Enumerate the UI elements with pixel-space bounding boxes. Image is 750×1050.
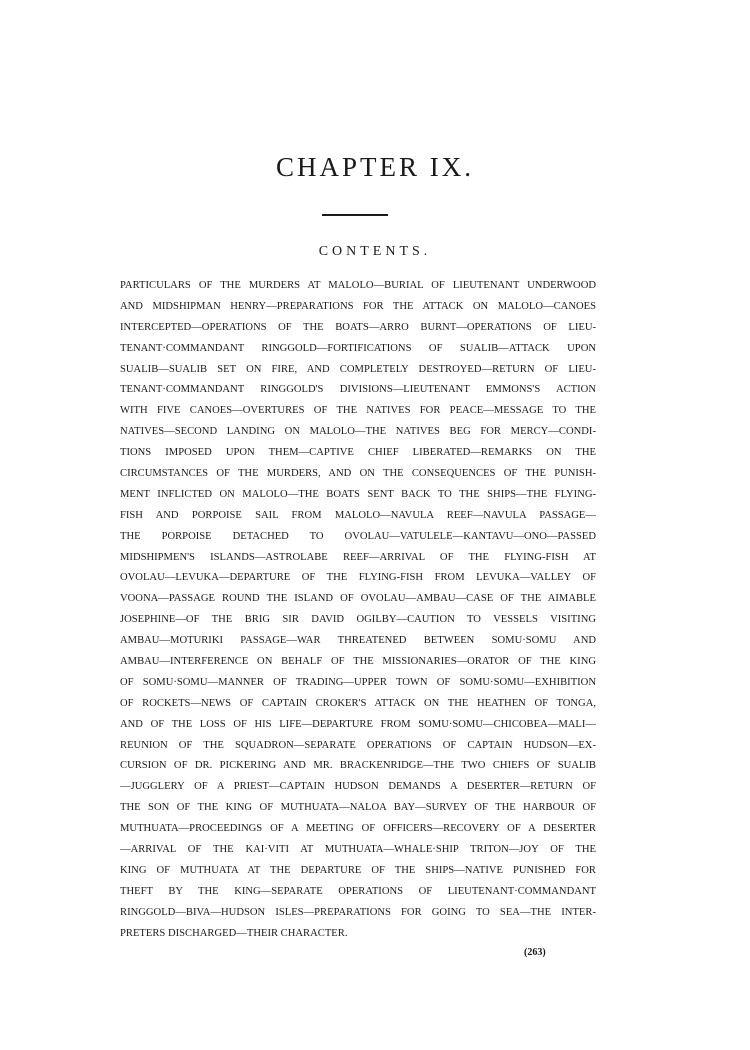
contents-line: PARTICULARS OF THE MURDERS AT MALOLO—BURIAL OF LIEUTENANT UNDERWOOD xyxy=(120,280,596,291)
contents-heading: CONTENTS. xyxy=(318,244,432,259)
chapter-title: CHAPTER IX. xyxy=(275,152,474,182)
contents-line: AMBAU—INTERFERENCE ON BEHALF OF THE MISSIONARIES—ORATOR OF THE KING xyxy=(120,656,596,668)
contents-line: AMBAU—MOTURIKI PASSAGE—WAR THREATENED BETWEEN SOMU·SOMU AND xyxy=(120,635,596,647)
contents-line: AND OF THE LOSS OF HIS LIFE—DEPARTURE FROM SOMU·SOMU—CHICOBEA—MALI— xyxy=(120,718,596,730)
contents-line: RINGGOLD—BIVA—HUDSON ISLES—PREPARATIONS FOR GOING TO SEA—THE INTER- xyxy=(120,906,596,918)
contents-line: VOONA—PASSAGE ROUND THE ISLAND OF OVOLAU—AMBAU—CASE OF THE AIMABLE xyxy=(120,593,596,605)
contents-line: PRETERS DISCHARGED—THEIR CHARACTER. xyxy=(120,927,348,939)
contents-line: TIONS IMPOSED UPON THEM—CAPTIVE CHIEF LIBERATED—REMARKS ON THE xyxy=(120,447,596,459)
contents-line: MUTHUATA—PROCEEDINGS OF A MEETING OF OFFICERS—RECOVERY OF A DESERTER xyxy=(120,823,596,835)
page-number: (263) xyxy=(524,947,546,958)
contents-line: OVOLAU—LEVUKA—DEPARTURE OF THE FLYING-FISH FROM LEVUKA—VALLEY OF xyxy=(120,572,596,584)
contents-line: TENANT·COMMANDANT RINGGOLD'S DIVISIONS—LIEUTENANT EMMONS'S ACTION xyxy=(120,384,596,396)
contents-summary xyxy=(120,276,596,945)
contents-line: SUALIB—SUALIB SET ON FIRE, AND COMPLETELY DESTROYED—RETURN OF LIEU- xyxy=(120,363,596,375)
contents-line: TENANT·COMMANDANT RINGGOLD—FORTIFICATIONS OF SUALIB—ATTACK UPON xyxy=(120,342,596,354)
contents-line: MIDSHIPMEN'S ISLANDS—ASTROLABE REEF—ARRIVAL OF THE FLYING-FISH AT xyxy=(120,551,596,563)
contents-line: JOSEPHINE—OF THE BRIG SIR DAVID OGILBY—CAUTION TO VESSELS VISITING xyxy=(120,614,596,626)
contents-line: MENT INFLICTED ON MALOLO—THE BOATS SENT BACK TO THE SHIPS—THE FLYING- xyxy=(120,488,596,500)
contents-line: CURSION OF DR. PICKERING AND MR. BRACKENRIDGE—THE TWO CHIEFS OF SUALIB xyxy=(120,760,596,772)
contents-line: OF ROCKETS—NEWS OF CAPTAIN CROKER'S ATTACK ON THE HEATHEN OF TONGA, xyxy=(120,697,596,709)
contents-line: REUNION OF THE SQUADRON—SEPARATE OPERATIONS OF CAPTAIN HUDSON—EX- xyxy=(120,739,596,751)
contents-line: THEFT BY THE KING—SEPARATE OPERATIONS OF LIEUTENANT·COMMANDANT xyxy=(120,885,596,897)
contents-line: NATIVES—SECOND LANDING ON MALOLO—THE NATIVES BEG FOR MERCY—CONDI- xyxy=(120,426,596,438)
contents-line: THE PORPOISE DETACHED TO OVOLAU—VATULELE—KANTAVU—ONO—PASSED xyxy=(120,530,596,542)
contents-line: AND MIDSHIPMAN HENRY—PREPARATIONS FOR THE ATTACK ON MALOLO—CANOES xyxy=(120,300,596,312)
contents-line: KING OF MUTHUATA AT THE DEPARTURE OF THE SHIPS—NATIVE PUNISHED FOR xyxy=(120,864,596,876)
contents-line: THE SON OF THE KING OF MUTHUATA—NALOA BAY—SURVEY OF THE HARBOUR OF xyxy=(120,802,596,814)
contents-line: —JUGGLERY OF A PRIEST—CAPTAIN HUDSON DEMANDS A DESERTER—RETURN OF xyxy=(120,781,596,793)
contents-line: WITH FIVE CANOES—OVERTURES OF THE NATIVES FOR PEACE—MESSAGE TO THE xyxy=(120,405,596,417)
contents-line: FISH AND PORPOISE SAIL FROM MALOLO—NAVULA REEF—NAVULA PASSAGE— xyxy=(120,509,596,521)
contents-line: —ARRIVAL OF THE KAI·VITI AT MUTHUATA—WHALE·SHIP TRITON—JOY OF THE xyxy=(120,844,596,856)
contents-line: OF SOMU·SOMU—MANNER OF TRADING—UPPER TOWN OF SOMU·SOMU—EXHIBITION xyxy=(120,676,596,688)
contents-line: INTERCEPTED—OPERATIONS OF THE BOATS—ARRO BURNT—OPERATIONS OF LIEU- xyxy=(120,321,596,333)
title-divider-rule xyxy=(322,214,388,216)
contents-line: CIRCUMSTANCES OF THE MURDERS, AND ON THE CONSEQUENCES OF THE PUNISH- xyxy=(120,468,596,480)
